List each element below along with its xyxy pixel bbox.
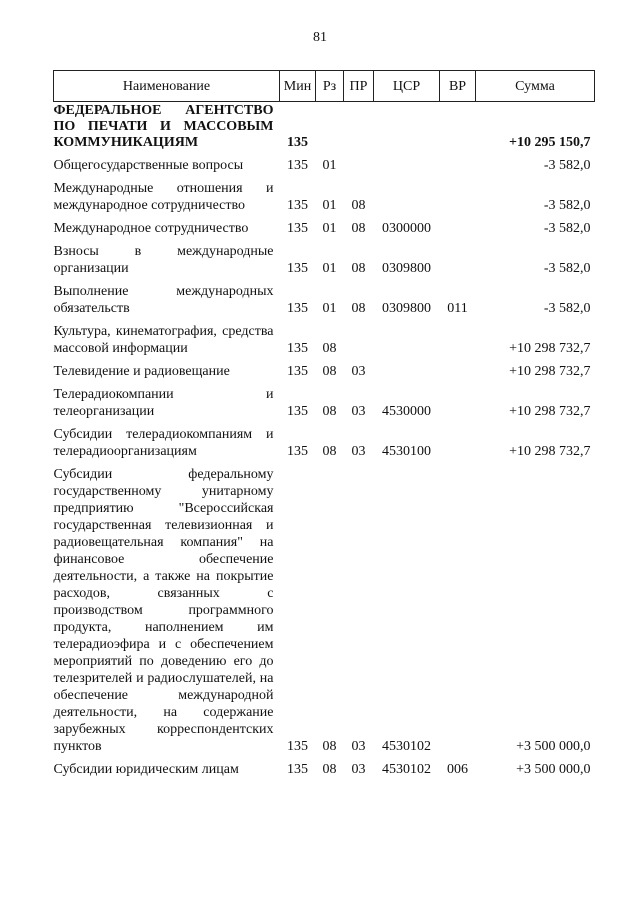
cell-rz: 01 xyxy=(322,261,337,276)
cell-rz xyxy=(316,102,344,152)
table-row xyxy=(54,214,595,237)
cell-min: 135 xyxy=(287,444,308,459)
cell-min: 135 xyxy=(287,341,308,356)
table-row xyxy=(54,237,595,277)
cell-pr: 03 xyxy=(351,762,366,777)
cell-min: 135 xyxy=(287,221,308,236)
cell-pr: 03 xyxy=(351,739,366,754)
cell-pr xyxy=(344,317,374,357)
cell-pr: 08 xyxy=(351,198,366,213)
cell-sum: -3 582,0 xyxy=(543,301,591,316)
cell-pr: 03 xyxy=(351,364,366,379)
cell-sum: +10 298 732,7 xyxy=(509,444,591,459)
cell-rz: 08 xyxy=(322,762,337,777)
header-row xyxy=(54,71,595,102)
cell-csr xyxy=(374,102,440,152)
cell-name: Выполнение международных обязательств xyxy=(53,284,274,316)
cell-sum: +10 295 150,7 xyxy=(509,135,591,150)
cell-csr xyxy=(374,317,440,357)
cell-rz: 01 xyxy=(322,198,337,213)
page-number: 81 xyxy=(313,30,327,45)
cell-rz: 08 xyxy=(322,444,337,459)
cell-min: 135 xyxy=(287,261,308,276)
budget-table xyxy=(53,70,595,778)
cell-rz: 08 xyxy=(322,341,337,356)
cell-sum: -3 582,0 xyxy=(543,198,591,213)
cell-csr: 4530100 xyxy=(382,444,431,459)
cell-vr xyxy=(440,151,476,174)
cell-rz: 01 xyxy=(322,301,337,316)
cell-csr xyxy=(374,151,440,174)
table-row xyxy=(54,277,595,317)
cell-name: ФЕДЕРАЛЬНОЕ АГЕНТСТВО ПО ПЕЧАТИ И МАССОВЫМ КОММУНИКАЦИЯМ xyxy=(53,103,274,150)
header-sum: Сумма xyxy=(476,71,595,102)
cell-pr: 08 xyxy=(351,301,366,316)
cell-vr xyxy=(440,380,476,420)
cell-vr xyxy=(440,174,476,214)
cell-csr: 4530000 xyxy=(382,404,431,419)
header-vr: ВР xyxy=(440,71,476,102)
cell-csr xyxy=(374,357,440,380)
cell-csr: 4530102 xyxy=(382,739,431,754)
cell-vr xyxy=(440,460,476,755)
table-row xyxy=(54,317,595,357)
cell-name: Субсидии федеральному государственному унитарному предприятию "Всероссийская государственная телевизионная и радиовещательная компания" на финансовое обеспечение деятельности, а также на покрытие расходов, связанных с производством программного продукта, наполнением им телерадиоэфира и с обеспечением мероприятий по доведению его до телезрителей и радиослушателей, на обеспечение международной деятельности, на содержание зарубежных корреспондентских пунктов xyxy=(53,467,274,754)
cell-rz: 08 xyxy=(322,364,337,379)
cell-pr: 08 xyxy=(351,261,366,276)
cell-sum: +3 500 000,0 xyxy=(516,739,591,754)
table-row xyxy=(54,460,595,755)
cell-csr: 4530102 xyxy=(382,762,431,777)
cell-vr xyxy=(440,214,476,237)
cell-name: Международные отношения и международное сотрудничество xyxy=(53,181,274,213)
cell-min: 135 xyxy=(287,158,308,173)
header-pr: ПР xyxy=(344,71,374,102)
cell-vr: 006 xyxy=(447,762,468,777)
cell-name: Культура, кинематография, средства массовой информации xyxy=(53,324,274,356)
cell-rz: 01 xyxy=(322,221,337,236)
cell-min: 135 xyxy=(287,404,308,419)
cell-csr: 0300000 xyxy=(382,221,431,236)
header-min: Мин xyxy=(280,71,316,102)
cell-sum: +10 298 732,7 xyxy=(509,404,591,419)
cell-min: 135 xyxy=(287,301,308,316)
cell-vr xyxy=(440,317,476,357)
cell-name: Субсидии юридическим лицам xyxy=(53,762,239,777)
cell-csr: 0309800 xyxy=(382,301,431,316)
cell-name: Телерадиокомпании и телеорганизации xyxy=(53,387,274,419)
cell-vr xyxy=(440,102,476,152)
cell-vr: 011 xyxy=(447,301,468,316)
table-row xyxy=(54,755,595,778)
cell-csr: 0309800 xyxy=(382,261,431,276)
cell-vr xyxy=(440,237,476,277)
table-row xyxy=(54,357,595,380)
cell-sum: +3 500 000,0 xyxy=(516,762,591,777)
cell-sum: -3 582,0 xyxy=(543,261,591,276)
cell-min: 135 xyxy=(287,364,308,379)
cell-name: Общегосударственные вопросы xyxy=(53,158,244,173)
header-csr: ЦСР xyxy=(374,71,440,102)
cell-name: Взносы в международные организации xyxy=(53,244,274,276)
cell-min: 135 xyxy=(287,739,308,754)
table-row xyxy=(54,102,595,152)
cell-min: 135 xyxy=(287,762,308,777)
header-name: Наименование xyxy=(54,71,280,102)
cell-pr xyxy=(344,102,374,152)
cell-rz: 08 xyxy=(322,404,337,419)
cell-pr: 03 xyxy=(351,404,366,419)
cell-vr xyxy=(440,420,476,460)
table-row xyxy=(54,380,595,420)
table-row xyxy=(54,420,595,460)
cell-min: 135 xyxy=(287,135,308,150)
cell-vr xyxy=(440,357,476,380)
cell-pr xyxy=(344,151,374,174)
cell-sum: -3 582,0 xyxy=(543,221,591,236)
cell-pr: 08 xyxy=(351,221,366,236)
cell-sum: +10 298 732,7 xyxy=(509,341,591,356)
cell-min: 135 xyxy=(287,198,308,213)
cell-name: Субсидии телерадиокомпаниям и телерадиоорганизациям xyxy=(53,427,274,459)
cell-rz: 08 xyxy=(322,739,337,754)
cell-rz: 01 xyxy=(322,158,337,173)
header-rz: Рз xyxy=(316,71,344,102)
cell-csr xyxy=(374,174,440,214)
cell-pr: 03 xyxy=(351,444,366,459)
table-row xyxy=(54,174,595,214)
cell-sum: +10 298 732,7 xyxy=(509,364,591,379)
cell-name: Телевидение и радиовещание xyxy=(53,364,230,379)
cell-name: Международное сотрудничество xyxy=(53,221,249,236)
table-row xyxy=(54,151,595,174)
cell-sum: -3 582,0 xyxy=(543,158,591,173)
